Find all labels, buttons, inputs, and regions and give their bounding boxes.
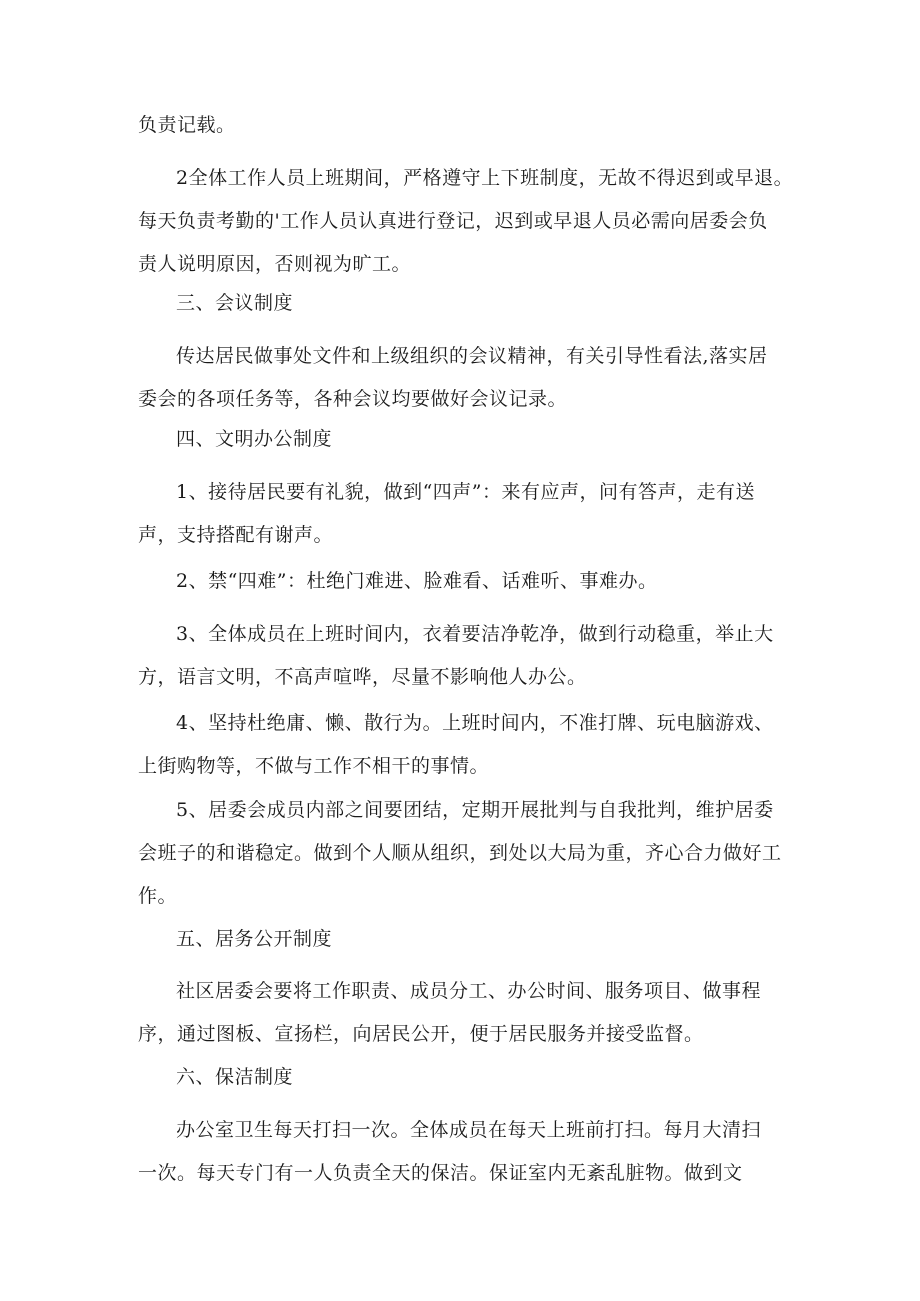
text-line: 方，语言文明，不高声喧哗，尽量不影响他人办公。	[138, 666, 587, 688]
text-line: 责人说明原因，否则视为旷工。	[138, 253, 412, 275]
text-line: 负责记载。	[138, 114, 236, 136]
text-line: 传达居民做事处文件和上级组织的会议精神，有关引导性看法,落实居	[176, 345, 768, 367]
text-line: 委会的各项任务等，各种会议均要做好会议记录。	[138, 388, 568, 410]
section-heading-cleaning	[176, 1056, 826, 1099]
paragraph-rule-5	[138, 789, 788, 918]
text-line: 2、禁“四难”：杜绝门难进、脸难看、话难听、事难办。	[176, 570, 658, 592]
section-heading-meeting	[176, 282, 826, 325]
paragraph-rule-4	[138, 702, 788, 788]
text-line: 序，通过图板、宣扬栏，向居民公开，便于居民服务并接受监督。	[138, 1023, 704, 1045]
text-line: 4、坚持杜绝庸、懒、散行为。上班时间内，不准打牌、玩电脑游戏、	[176, 712, 774, 734]
text-line: 社区居委会要将工作职责、成员分工、办公时间、服务项目、做事程	[176, 980, 762, 1002]
paragraph-public-affairs	[138, 970, 788, 1056]
heading-text: 五、居务公开制度	[176, 928, 333, 950]
heading-text: 六、保洁制度	[176, 1066, 294, 1088]
paragraph-cleaning	[138, 1109, 788, 1195]
section-heading-public-affairs	[176, 918, 826, 961]
text-line: 办公室卫生每天打扫一次。全体成员在每天上班前打扫。每月大清扫	[176, 1119, 762, 1141]
paragraph-rule-3	[138, 613, 788, 699]
text-line: 上街购物等，不做与工作不相干的事情。	[138, 755, 490, 777]
text-line: 1、接待居民要有礼貌，做到“四声”：来有应声，问有答声，走有送	[176, 481, 756, 503]
text-line: 声，支持搭配有谢声。	[138, 524, 334, 546]
paragraph-continuation	[138, 104, 788, 147]
text-line: 会班子的和谐稳定。做到个人顺从组织，到处以大局为重，齐心合力做好工	[138, 842, 782, 864]
text-line: 每天负责考勤的'工作人员认真进行登记，迟到或早退人员必需向居委会负	[138, 210, 768, 232]
heading-text: 三、会议制度	[176, 292, 294, 314]
text-line: 5、居委会成员内部之间要团结，定期开展批判与自我批判，维护居委	[176, 799, 774, 821]
text-line: 作。	[138, 885, 178, 907]
section-heading-civil-office	[176, 418, 826, 461]
text-line: 2全体工作人员上班期间，严格遵守上下班制度，无故不得迟到或早退。	[176, 167, 794, 189]
text-line: 3、全体成员在上班时间内，衣着要洁净乾净，做到行动稳重，举止大	[176, 623, 774, 645]
paragraph-rule-1	[138, 471, 788, 557]
paragraph-meeting	[138, 335, 788, 421]
paragraph-rule-2	[138, 560, 788, 603]
text-line: 一次。每天专门有一人负责全天的保洁。保证室内无紊乱脏物。做到文	[138, 1162, 743, 1184]
heading-text: 四、文明办公制度	[176, 428, 333, 450]
paragraph-attendance	[138, 157, 794, 286]
